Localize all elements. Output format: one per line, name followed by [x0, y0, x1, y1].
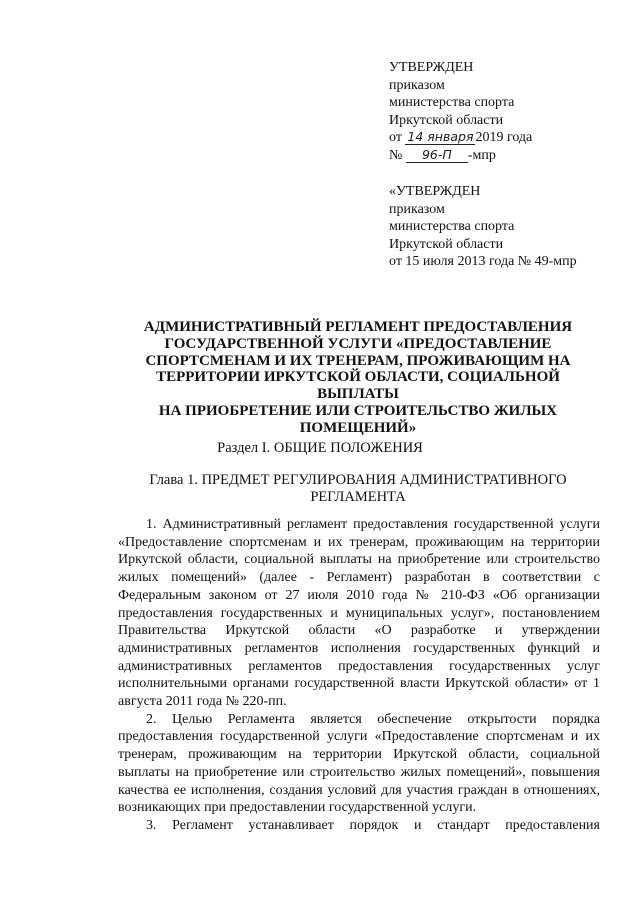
title-line: НА ПРИОБРЕТЕНИЕ ИЛИ СТРОИТЕЛЬСТВО ЖИЛЫХ: [158, 402, 558, 419]
title-line: СПОРТСМЕНАМ И ИХ ТРЕНЕРАМ, ПРОЖИВАЮЩИМ НА: [145, 352, 571, 369]
document-title: [118, 319, 598, 437]
title-line: ГОСУДАРСТВЕННОЙ УСЛУГИ «ПРЕДОСТАВЛЕНИЕ: [164, 335, 552, 352]
approval-date-line: [389, 129, 629, 147]
approval-heading: УТВЕРЖДЕН: [389, 60, 474, 75]
approval-region-line: Иркутской области: [389, 236, 504, 252]
date-prefix: от: [389, 130, 402, 145]
number-prefix: №: [389, 147, 403, 163]
document-body: [118, 516, 600, 835]
approval-ministry-line: министерства спорта: [389, 95, 515, 110]
approval-order-line: приказом: [389, 77, 445, 93]
title-line: ТЕРРИТОРИИ ИРКУТСКОЙ ОБЛАСТИ, СОЦИАЛЬНОЙ ВЫПЛАТЫ: [156, 369, 560, 403]
handwritten-number: 96-П: [406, 148, 468, 163]
date-suffix: 2019 года: [475, 130, 533, 145]
chapter-heading-line: РЕГЛАМЕНТА: [310, 489, 406, 505]
paragraph-1: 1. Административный регламент предоставления государственной услуги «Предоставление спортсменам и их тренерам, проживающим на территории Иркутской области, социальной выплаты на приобретение или строительство жилых помещений» (далее - Регламент) разработан в соответствии с Федеральным законом от 27 июля 2010 года № 210-ФЗ «Об организации предоставления государственных и муниципальных услуг», постановлением Правительства Иркутской области «О разработке и утверждении административных регламентов исполнения государственных функций и административных регламентов предоставления государственных услуг исполнительными органами государственной власти Иркутской области» от 1 августа 2011 года № 220-пп.: [118, 517, 600, 710]
number-suffix: -мпр: [467, 147, 496, 163]
section-heading: Раздел I. ОБЩИЕ ПОЛОЖЕНИЯ: [217, 440, 423, 456]
approval-order-line: приказом: [389, 201, 445, 217]
paragraph-3: 3. Регламент устанавливает порядок и стандарт предоставления: [146, 817, 600, 833]
approval-heading: «УТВЕРЖДЕН: [389, 184, 481, 199]
approval-stamp-current: [389, 59, 629, 164]
title-line: АДМИНИСТРАТИВНЫЙ РЕГЛАМЕНТ ПРЕДОСТАВЛЕНИЯ: [143, 319, 573, 335]
handwritten-date: 14 января: [407, 129, 474, 144]
chapter-heading: [118, 472, 598, 506]
approval-region-line: Иркутской области: [389, 112, 504, 128]
paragraph-2: 2. Целью Регламента является обеспечение открытости порядка предоставления государственной услуги «Предоставление спортсменам и их тренерам, проживающим на территории Иркутской области, социальной выплаты на приобретение или строительство жилых помещений», повышения качества ее исполнения, создания условий для участия граждан в отношениях, возникающих при предоставлении государственной услуги.: [118, 711, 600, 816]
approval-date-line: от 15 июля 2013 года № 49-мпр: [389, 254, 577, 269]
title-line: ПОМЕЩЕНИЙ»: [299, 419, 417, 436]
approval-number-line: [389, 147, 629, 165]
chapter-heading-line: Глава 1. ПРЕДМЕТ РЕГУЛИРОВАНИЯ АДМИНИСТРАТИВНОГО: [149, 472, 567, 488]
approval-stamp-original: [389, 183, 629, 271]
approval-ministry-line: министерства спорта: [389, 219, 515, 234]
